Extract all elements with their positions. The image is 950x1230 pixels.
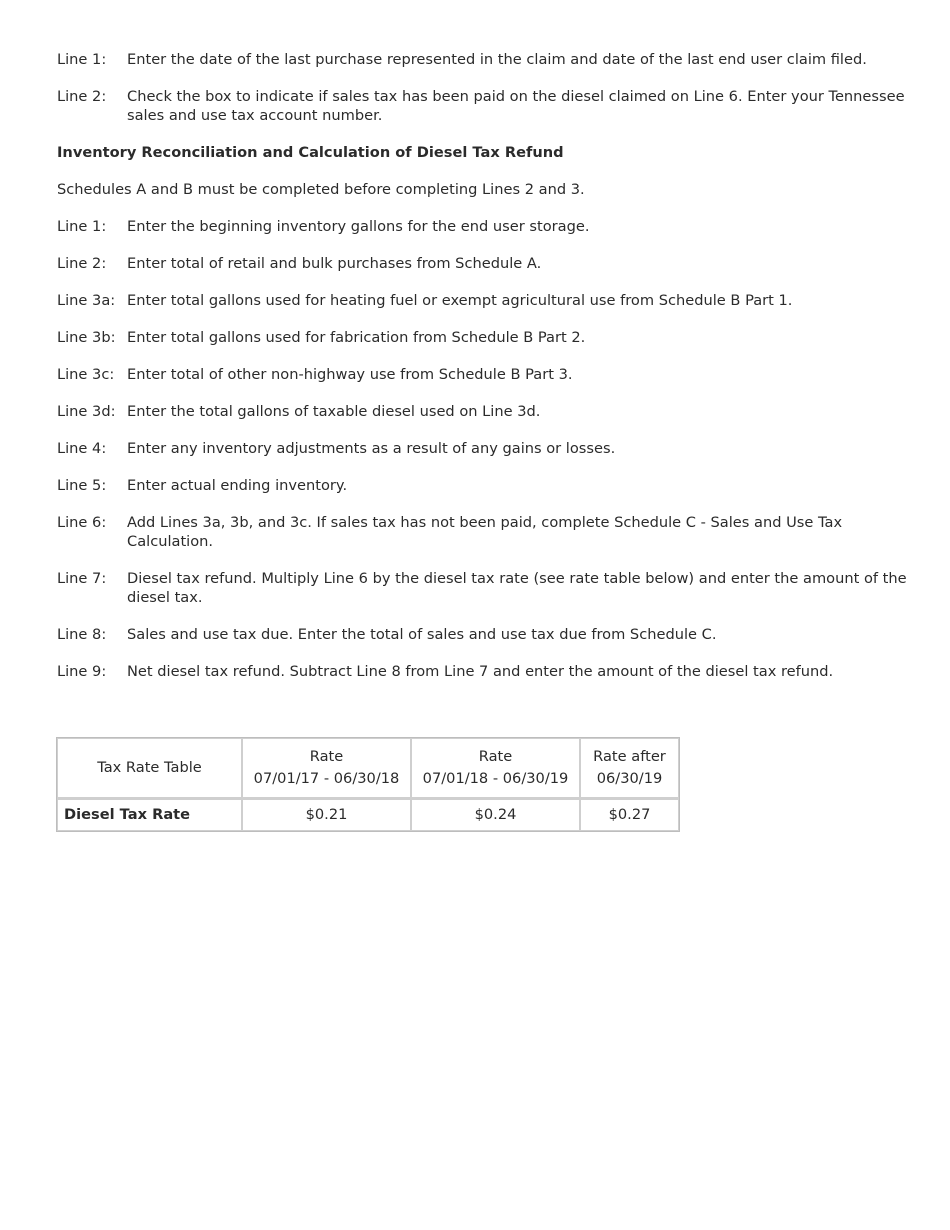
instruction-line — [57, 476, 907, 495]
instruction-line — [57, 87, 907, 125]
line-text: Enter total gallons used for heating fuel or exempt agricultural use from Schedule B Part 1. — [127, 292, 793, 309]
table-cell-rate: $0.24 — [411, 798, 580, 831]
line-text: Enter any inventory adjustments as a result of any gains or losses. — [127, 440, 616, 457]
table-header-label: Tax Rate Table — [57, 738, 242, 798]
instruction-line — [57, 569, 907, 607]
instruction-line — [57, 662, 907, 681]
instruction-line — [57, 254, 907, 273]
tax-rate-table — [56, 737, 680, 832]
line-text: Sales and use tax due. Enter the total of sales and use tax due from Schedule C. — [127, 626, 717, 643]
line-label: Line 7: — [57, 570, 107, 587]
instruction-line — [57, 217, 907, 236]
line-label: Line 3d: — [57, 403, 116, 420]
table-header-rate-period — [242, 738, 411, 798]
line-label: Line 1: — [57, 218, 107, 235]
line-text: Enter total gallons used for fabrication from Schedule B Part 2. — [127, 329, 586, 346]
table-header-row — [57, 738, 679, 798]
line-text: Enter total of other non-highway use from Schedule B Part 3. — [127, 366, 573, 383]
line-text: Add Lines 3a, 3b, and 3c. If sales tax has not been paid, complete Schedule C - Sales and Use Tax Calculation. — [127, 514, 843, 550]
line-text: Enter actual ending inventory. — [127, 477, 348, 494]
header-line-1: Rate — [478, 748, 513, 765]
line-label: Line 1: — [57, 51, 107, 68]
instruction-line — [57, 402, 907, 421]
line-label: Line 8: — [57, 626, 107, 643]
table-cell-rate: $0.21 — [242, 798, 411, 831]
line-label: Line 9: — [57, 663, 107, 680]
section-heading: Inventory Reconciliation and Calculation of Diesel Tax Refund — [57, 144, 564, 161]
line-text: Diesel tax refund. Multiply Line 6 by the diesel tax rate (see rate table below) and enter the amount of the diesel tax. — [127, 570, 907, 606]
instruction-line — [57, 291, 907, 310]
line-text: Net diesel tax refund. Subtract Line 8 from Line 7 and enter the amount of the diesel tax refund. — [127, 663, 834, 680]
line-text: Check the box to indicate if sales tax has been paid on the diesel claimed on Line 6. Enter your Tennessee sales and use tax account number. — [127, 88, 905, 124]
line-text: Enter the total gallons of taxable diesel used on Line 3d. — [127, 403, 541, 420]
table-row-label: Diesel Tax Rate — [57, 798, 242, 831]
line-label: Line 5: — [57, 477, 107, 494]
instruction-line — [57, 50, 907, 69]
table-cell-rate: $0.27 — [580, 798, 679, 831]
line-label: Line 3c: — [57, 366, 115, 383]
instruction-line — [57, 513, 907, 551]
line-label: Line 3a: — [57, 292, 116, 309]
header-line-1: Rate after — [593, 748, 666, 765]
header-line-2: 06/30/19 — [596, 770, 663, 787]
instructions-page — [57, 50, 907, 699]
header-line-2: 07/01/17 - 06/30/18 — [253, 770, 400, 787]
line-label: Line 4: — [57, 440, 107, 457]
table-header-rate-period — [411, 738, 580, 798]
table-header-rate-period — [580, 738, 679, 798]
line-text: Enter the beginning inventory gallons for the end user storage. — [127, 218, 590, 235]
line-text: Enter total of retail and bulk purchases from Schedule A. — [127, 255, 542, 272]
instruction-line — [57, 439, 907, 458]
table-row — [57, 798, 679, 831]
intro-paragraph: Schedules A and B must be completed before completing Lines 2 and 3. — [57, 181, 585, 198]
instruction-line — [57, 625, 907, 644]
line-label: Line 3b: — [57, 329, 116, 346]
line-label: Line 6: — [57, 514, 107, 531]
header-line-1: Rate — [309, 748, 344, 765]
instruction-line — [57, 365, 907, 384]
instruction-line — [57, 328, 907, 347]
line-label: Line 2: — [57, 88, 107, 105]
line-label: Line 2: — [57, 255, 107, 272]
header-line-2: 07/01/18 - 06/30/19 — [422, 770, 569, 787]
line-text: Enter the date of the last purchase represented in the claim and date of the last end user claim filed. — [127, 51, 867, 68]
